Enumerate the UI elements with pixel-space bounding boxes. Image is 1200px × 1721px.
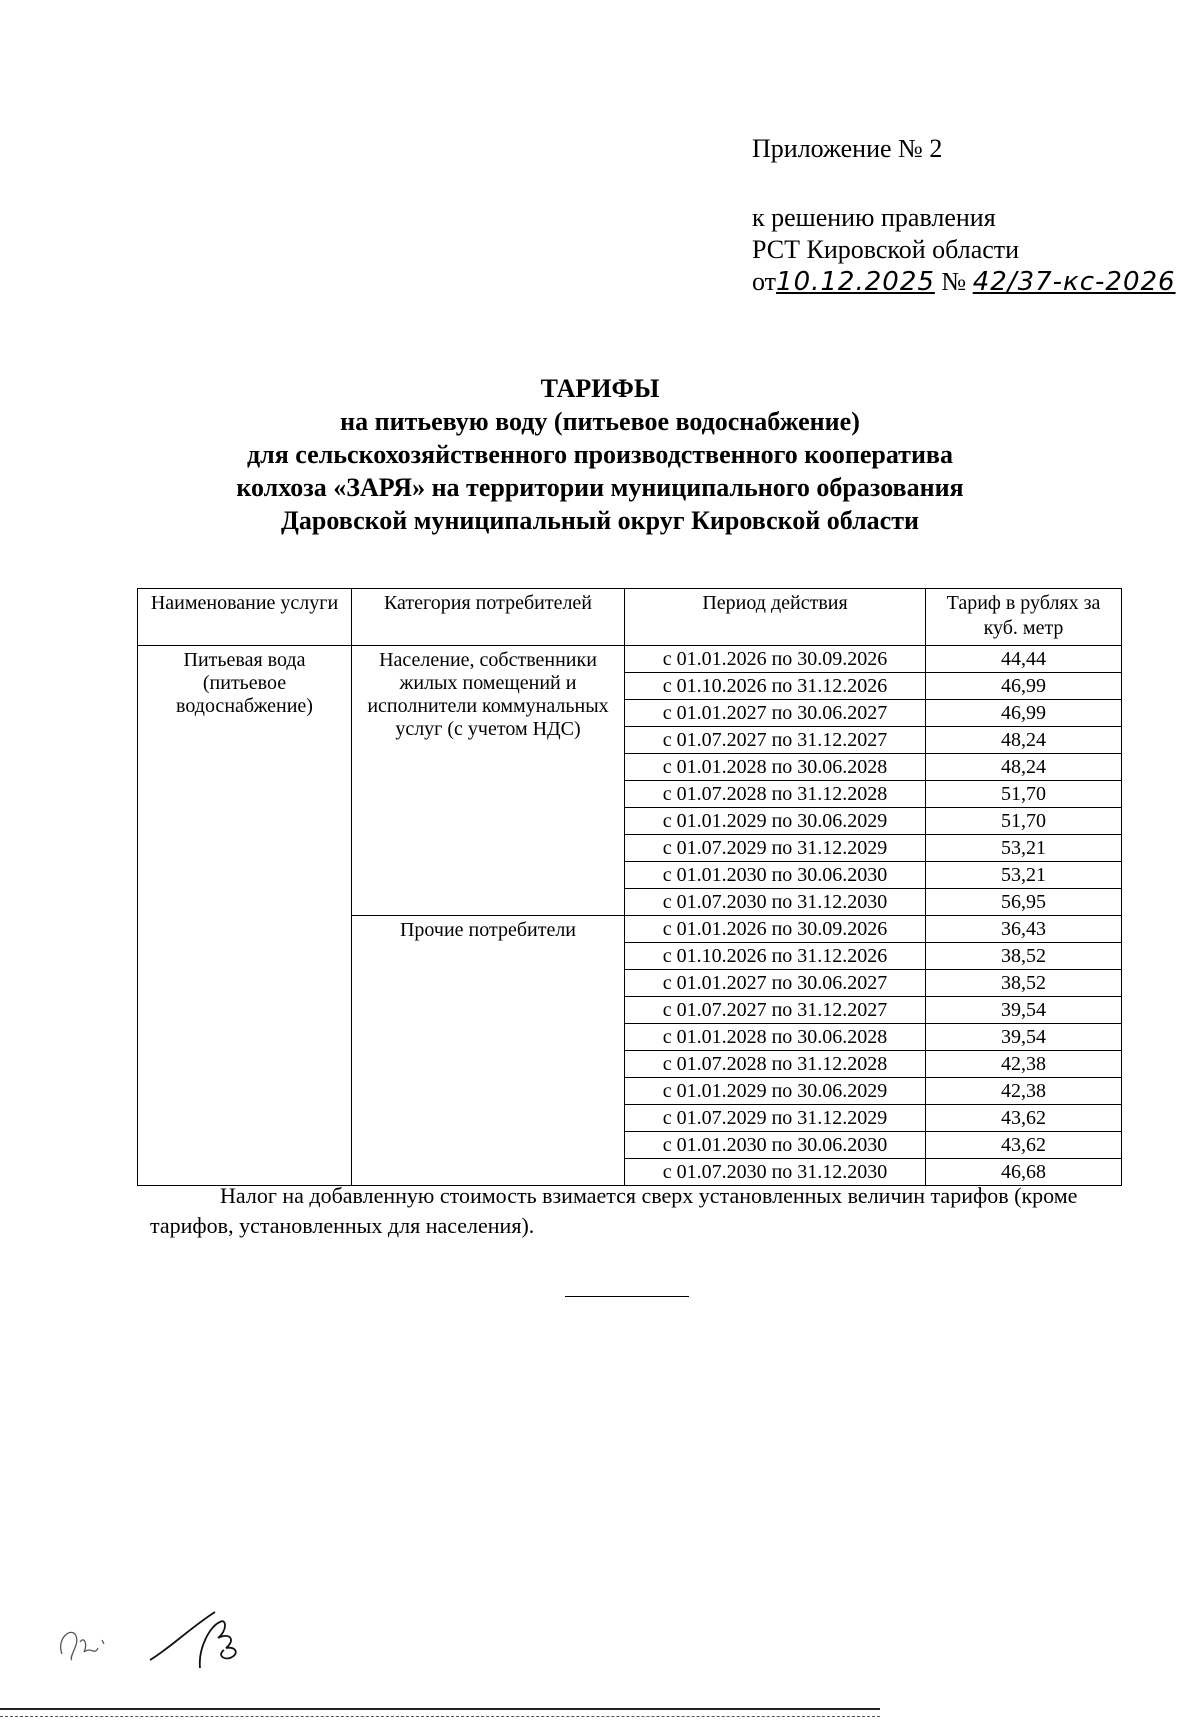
tariff-cell: 46,68: [926, 1159, 1122, 1186]
period-cell: с 01.07.2030 по 31.12.2030: [625, 1159, 926, 1186]
tariff-cell: 51,70: [926, 781, 1122, 808]
service-name-cell: Питьевая вода (питьевое водоснабжение): [138, 646, 352, 1186]
period-cell: с 01.01.2027 по 30.06.2027: [625, 700, 926, 727]
consumer-category-cell: Прочие потребители: [352, 916, 625, 1186]
period-cell: с 01.01.2028 по 30.06.2028: [625, 754, 926, 781]
tariff-cell: 48,24: [926, 727, 1122, 754]
period-cell: с 01.07.2028 по 31.12.2028: [625, 781, 926, 808]
initials-signature: [61, 1632, 104, 1660]
tariff-cell: 43,62: [926, 1132, 1122, 1159]
period-cell: с 01.07.2029 по 31.12.2029: [625, 835, 926, 862]
period-cell: с 01.01.2029 по 30.06.2029: [625, 1078, 926, 1105]
title-line-1: ТАРИФЫ: [540, 374, 660, 403]
scan-edge-strip: [0, 1708, 880, 1717]
header-service: Наименование услуги: [138, 589, 352, 646]
title-line-4: колхоза «ЗАРЯ» на территории муниципального образования: [236, 473, 964, 502]
tariff-cell: 38,52: [926, 943, 1122, 970]
main-signature: [150, 1612, 236, 1668]
period-cell: с 01.07.2027 по 31.12.2027: [625, 997, 926, 1024]
period-cell: с 01.01.2030 по 30.06.2030: [625, 862, 926, 889]
period-cell: с 01.01.2026 по 30.09.2026: [625, 646, 926, 673]
period-cell: с 01.01.2029 по 30.06.2029: [625, 808, 926, 835]
table-header-row: [138, 589, 1122, 646]
number-prefix: №: [941, 267, 967, 296]
header-category: Категория потребителей: [352, 589, 625, 646]
decision-date-number: [752, 266, 1176, 298]
handwritten-number: 42/37-кс-2026: [972, 267, 1176, 297]
title-line-3: для сельскохозяйственного производственного кооператива: [247, 440, 953, 469]
decision-reference: [752, 202, 1176, 298]
tariff-cell: 53,21: [926, 862, 1122, 889]
tariff-cell: 46,99: [926, 700, 1122, 727]
period-cell: с 01.07.2030 по 31.12.2030: [625, 889, 926, 916]
vat-note: Налог на добавленную стоимость взимается сверх установленных величин тарифов (кроме тарифов, установленных для населения).: [150, 1183, 1078, 1238]
tariff-cell: 48,24: [926, 754, 1122, 781]
decision-line-1: к решению правления: [752, 203, 996, 232]
period-cell: с 01.01.2026 по 30.09.2026: [625, 916, 926, 943]
tariff-cell: 42,38: [926, 1051, 1122, 1078]
period-cell: с 01.01.2030 по 30.06.2030: [625, 1132, 926, 1159]
tariff-cell: 43,62: [926, 1105, 1122, 1132]
tariff-cell: 38,52: [926, 970, 1122, 997]
header-period: Период действия: [625, 589, 926, 646]
period-cell: с 01.07.2027 по 31.12.2027: [625, 727, 926, 754]
tariff-cell: 39,54: [926, 997, 1122, 1024]
period-cell: с 01.10.2026 по 31.12.2026: [625, 673, 926, 700]
tariff-cell: 39,54: [926, 1024, 1122, 1051]
appendix-number: Приложение № 2: [752, 134, 943, 163]
period-cell: с 01.07.2029 по 31.12.2029: [625, 1105, 926, 1132]
tariff-table: [137, 588, 1122, 1186]
decision-line-2: РСТ Кировской области: [752, 235, 1020, 264]
handwritten-signatures: [50, 1598, 280, 1683]
tariff-cell: 53,21: [926, 835, 1122, 862]
document-title: [0, 372, 1200, 537]
tariff-cell: 56,95: [926, 889, 1122, 916]
title-line-5: Даровской муниципальный округ Кировской области: [281, 506, 919, 535]
period-cell: с 01.10.2026 по 31.12.2026: [625, 943, 926, 970]
header-tariff: Тариф в рублях за куб. метр: [926, 589, 1122, 646]
tariff-cell: 42,38: [926, 1078, 1122, 1105]
table-row: [138, 646, 1122, 673]
date-prefix: от: [752, 267, 777, 296]
tariff-cell: 44,44: [926, 646, 1122, 673]
tariff-cell: 46,99: [926, 673, 1122, 700]
period-cell: с 01.01.2027 по 30.06.2027: [625, 970, 926, 997]
handwritten-date: 10.12.2025: [776, 267, 935, 297]
period-cell: с 01.07.2028 по 31.12.2028: [625, 1051, 926, 1078]
tariff-cell: 51,70: [926, 808, 1122, 835]
period-cell: с 01.01.2028 по 30.06.2028: [625, 1024, 926, 1051]
end-divider: [565, 1296, 689, 1297]
title-line-2: на питьевую воду (питьевое водоснабжение): [340, 407, 860, 436]
tariff-cell: 36,43: [926, 916, 1122, 943]
consumer-category-cell: Население, собственники жилых помещений и исполнители коммунальных услуг (с учетом НДС): [352, 646, 625, 916]
